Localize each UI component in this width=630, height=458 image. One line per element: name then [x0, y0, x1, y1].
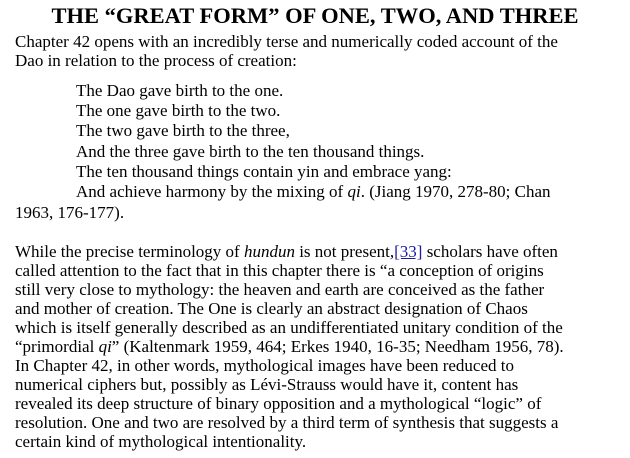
body-line: certain kind of mythological intentionality.: [15, 432, 307, 451]
body-text: is not present,: [294, 242, 395, 261]
body-line: which is itself generally described as an undifferentiated unitary condition of the: [15, 318, 563, 337]
page-title: THE “GREAT FORM” OF ONE, TWO, AND THREE: [51, 3, 579, 28]
quote-line: [76, 182, 551, 202]
quote-citation: . (Jiang 1970, 278-80; Chan: [360, 182, 551, 201]
body-text: While the precise terminology of: [15, 242, 244, 261]
body-text: “primordial: [15, 337, 99, 356]
quote-line: The Dao gave birth to the one.: [76, 81, 284, 100]
body-line: [15, 242, 558, 262]
quote-line: The two gave birth to the three,: [76, 121, 290, 140]
intro-line: Chapter 42 opens with an incredibly terse and numerically coded account of the: [15, 32, 558, 51]
footnote-link[interactable]: [33]: [394, 242, 423, 261]
quote-citation-line: 1963, 176-177).: [15, 203, 125, 222]
quote-line: The one gave birth to the two.: [76, 101, 281, 120]
hundun-term: hundun: [243, 242, 295, 261]
body-line: revealed its deep structure of binary opposition and a mythological “logic” of: [15, 394, 542, 413]
body-line: numerical ciphers but, possibly as Lévi-Strauss would have it, content has: [15, 375, 519, 394]
body-line: called attention to the fact that in this chapter there is “a conception of origins: [15, 261, 544, 280]
body-line: [15, 337, 564, 357]
body-line: resolution. One and two are resolved by a third term of synthesis that suggests a: [15, 413, 559, 432]
body-line: and mother of creation. The One is clearly an abstract designation of Chaos: [15, 299, 528, 318]
body-line: In Chapter 42, in other words, mythological images have been reduced to: [15, 356, 514, 375]
quote-text: And achieve harmony by the mixing of: [76, 182, 348, 201]
quote-line: And the three gave birth to the ten thousand things.: [76, 142, 425, 161]
body-text: scholars have often: [422, 242, 558, 261]
quote-line: The ten thousand things contain yin and embrace yang:: [76, 162, 452, 181]
qi-term: qi: [98, 337, 112, 356]
intro-line: Dao in relation to the process of creation:: [15, 51, 297, 70]
qi-term: qi: [347, 182, 361, 201]
body-line: still very close to mythology: the heaven and earth are conceived as the father: [15, 280, 545, 299]
body-text: ” (Kaltenmark 1959, 464; Erkes 1940, 16-35; Needham 1956, 78).: [111, 337, 564, 356]
